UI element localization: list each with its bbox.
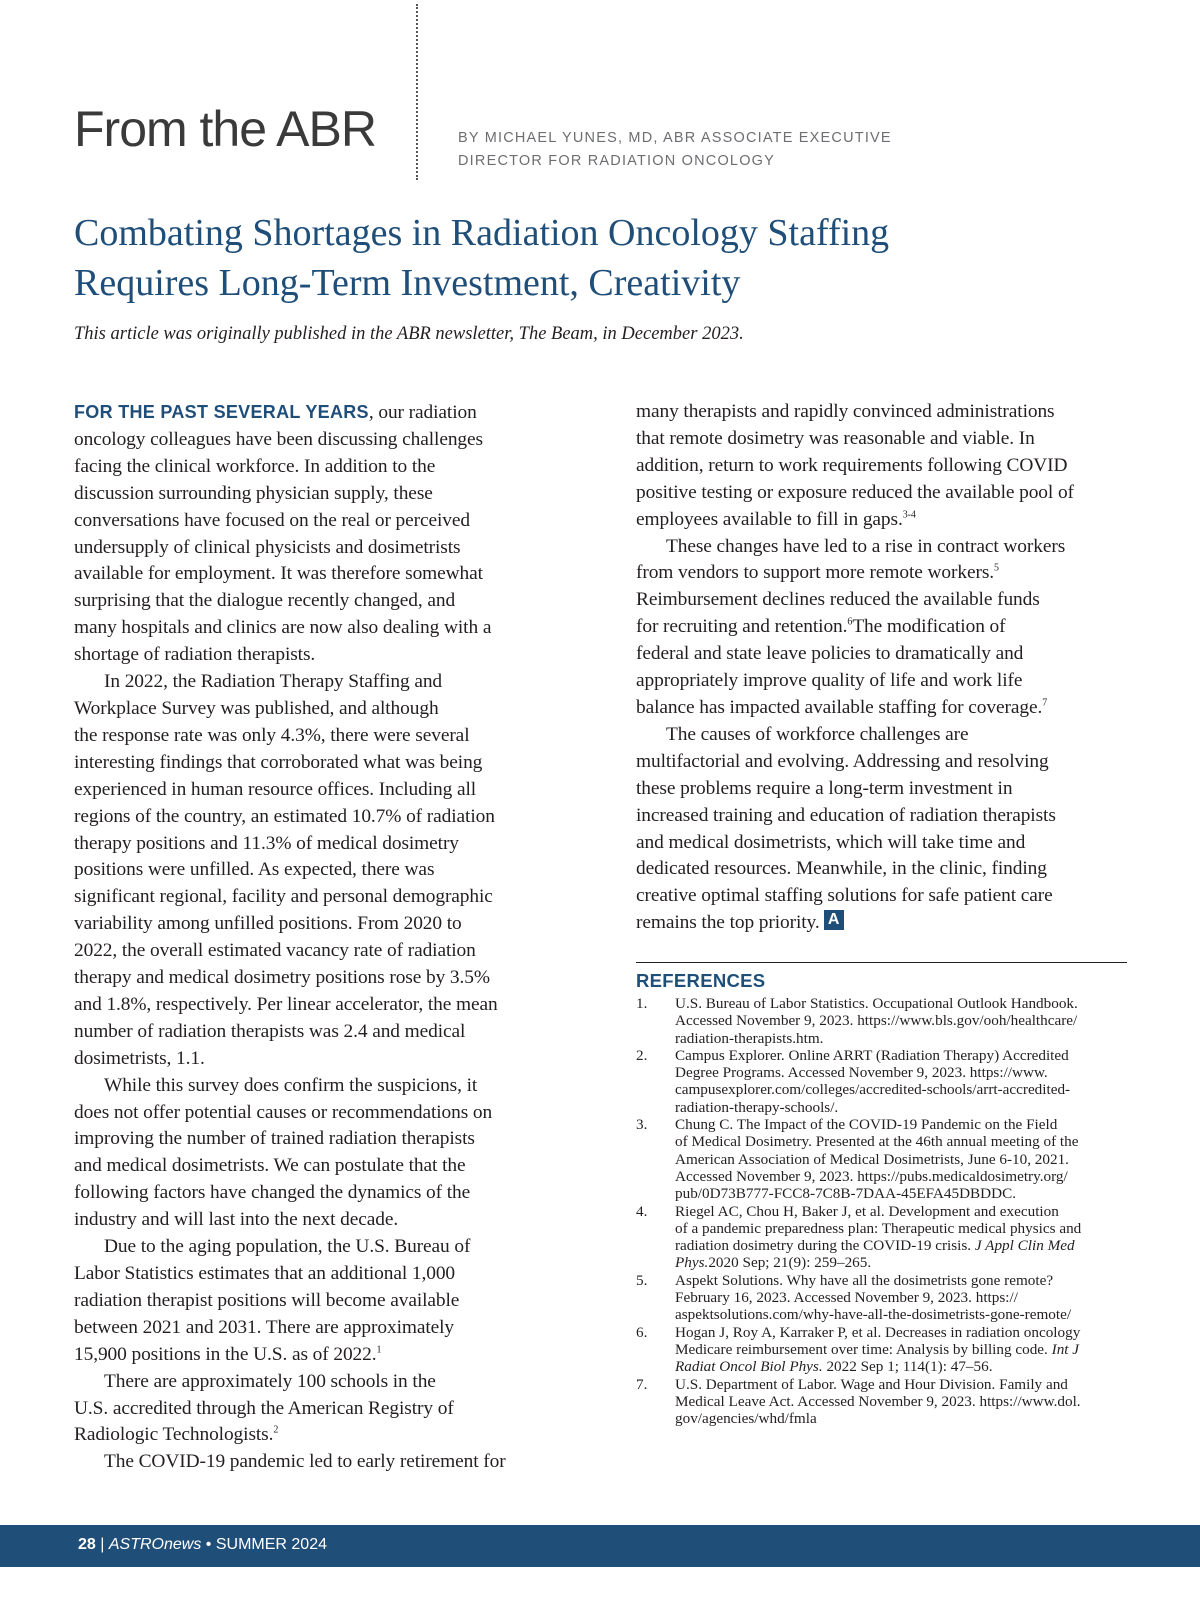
body-line: positions were unfilled. As expected, there was	[74, 859, 435, 881]
body-line: does not offer potential causes or recommendations on	[74, 1101, 493, 1123]
reference-number: 6.	[636, 1323, 648, 1341]
body-line: federal and state leave policies to dramatically and	[636, 643, 1024, 665]
body-line: variability among unfilled positions. From 2020 to	[74, 913, 462, 935]
body-line: increased training and education of radiation therapists	[636, 804, 1056, 826]
body-line: experienced in human resource offices. Including all	[74, 778, 477, 800]
body-line: In 2022, the Radiation Therapy Staffing and	[104, 671, 443, 693]
references-heading: REFERENCES	[636, 970, 766, 991]
page-number: 28	[78, 1536, 96, 1553]
references-rule	[636, 962, 1127, 963]
body-line: shortage of radiation therapists.	[74, 644, 316, 666]
body-line: 15,900 positions in the U.S. as of 2022.$^1$	[74, 1343, 382, 1365]
body-line: discussion surrounding physician supply, these	[74, 482, 433, 504]
body-line: and 1.8%, respectively. Per linear accelerator, the mean	[74, 993, 498, 1015]
lead-in: FOR THE PAST SEVERAL YEARS	[74, 402, 369, 422]
body-line: many therapists and rapidly convinced administrations	[636, 401, 1055, 422]
title-line: Requires Long-Term Investment, Creativity	[74, 262, 741, 304]
journal-name: J Appl Clin Med	[974, 1237, 1075, 1255]
body-line: FOR THE PAST SEVERAL YEARS, our radiation	[74, 402, 477, 423]
body-line: multifactorial and evolving. Addressing and resolving	[636, 750, 1049, 772]
body-line: undersupply of clinical physicists and dosimetrists	[74, 536, 461, 558]
body-line: oncology colleagues have been discussing challenges	[74, 428, 483, 450]
citation: 6	[847, 616, 853, 628]
reference-item: 4. Riegel AC, Chou H, Baker J, et al. Development and execution of a pandemic preparedness plan: Therapeutic medical physics and radiation dosimetry during the COVID-19 crisis. J Appl Clin Med Phys.2020 Sep; 21(9): 259–265.	[636, 1202, 1082, 1272]
reference-item: 6. Hogan J, Roy A, Karraker P, et al. Decreases in radiation oncology Medicare reimbursement over time: Analysis by billing code. Int J Radiat Oncol Biol Phys. 2022 Sep 1; 114(1): 47–56.	[636, 1323, 1081, 1376]
byline-line: DIRECTOR FOR RADIATION ONCOLOGY	[458, 153, 776, 169]
body-line: the response rate was only 4.3%, there were several	[74, 724, 470, 746]
references-list	[636, 995, 1132, 1427]
body-line: While this survey does confirm the suspicions, it	[104, 1074, 478, 1096]
body-line: employees available to fill in gaps.$^{3-4}$	[636, 508, 916, 530]
reference-number: 3.	[636, 1116, 648, 1134]
body-line: The COVID-19 pandemic led to early retirement for	[104, 1451, 506, 1473]
body-line: U.S. accredited through the American Registry of	[74, 1397, 454, 1419]
body-line: The causes of workforce challenges are	[666, 723, 969, 745]
article-title	[74, 208, 889, 308]
body-line: There are approximately 100 schools in the	[104, 1370, 436, 1392]
footer-text	[78, 1536, 327, 1554]
reference-item: 2. Campus Explorer. Online ARRT (Radiation Therapy) Accredited Degree Programs. Accessed November 9, 2023. https://www. campusexplorer.com/colleges/accredited-schools/arrt-accredited- radiation-therapy-schools/.	[636, 1046, 1071, 1116]
right-column	[636, 399, 1126, 937]
body-line: number of radiation therapists was 2.4 and medical	[74, 1020, 466, 1042]
citation: 5	[994, 562, 999, 574]
body-line: and medical dosimetrists. We can postulate that the	[74, 1155, 466, 1177]
issue-label: SUMMER 2024	[215, 1536, 327, 1553]
reference-number: 2.	[636, 1046, 648, 1064]
body-line: available for employment. It was therefore somewhat	[74, 563, 483, 585]
footer-separator: |	[100, 1536, 105, 1553]
dotted-divider	[416, 4, 418, 180]
footer-bullet: •	[205, 1536, 212, 1553]
body-line: 2022, the overall estimated vacancy rate of radiation	[74, 940, 476, 962]
body-line: and medical dosimetrists, which will take time and	[636, 831, 1026, 853]
reference-number: 1.	[636, 995, 648, 1012]
reference-number: 4.	[636, 1202, 648, 1220]
body-line: regions of the country, an estimated 10.7% of radiation	[74, 805, 495, 827]
body-line: Workplace Survey was published, and although	[74, 697, 439, 719]
reference-item: 1. U.S. Bureau of Labor Statistics. Occupational Outlook Handbook. Accessed November 9, 2023. https://www.bls.gov/ooh/healthcare/ radiation-therapists.htm.	[636, 995, 1078, 1047]
body-line: dosimetrists, 1.1.	[74, 1047, 205, 1069]
citation: 2	[273, 1424, 279, 1436]
body-line: many hospitals and clinics are now also dealing with a	[74, 617, 492, 639]
section-label: From the ABR	[74, 101, 376, 157]
body-line: addition, return to work requirements following COVID	[636, 454, 1068, 476]
citation: 7	[1042, 697, 1048, 709]
title-line: Combating Shortages in Radiation Oncology Staffing	[74, 212, 890, 254]
body-line: Reimbursement declines reduced the available funds	[636, 589, 1040, 611]
body-line: These changes have led to a rise in contract workers	[666, 535, 1066, 557]
reference-number: 7.	[636, 1375, 648, 1393]
left-column	[74, 399, 574, 1476]
body-line: improving the number of trained radiation therapists	[74, 1128, 475, 1150]
reference-number: 5.	[636, 1271, 648, 1289]
body-line: facing the clinical workforce. In addition to the	[74, 455, 436, 477]
body-line: interesting findings that corroborated what was being	[74, 751, 483, 773]
body-line: balance has impacted available staffing for coverage.$^7$	[636, 696, 1048, 718]
reference-item: 3. Chung C. The Impact of the COVID-19 Pandemic on the Field of Medical Dosimetry. Presented at the 46th annual meeting of the American Association of Medical Dosimetrists, June 6-10, 2021. Accessed November 9, 2023. https://pubs.medicaldosimetry.org/ pub/0D73B777-FCC8-7C8B-7DAA-45EFA45DBDDC.	[636, 1116, 1079, 1203]
article-subtitle: This article was originally published in the ABR newsletter, The Beam, in December 2023.	[74, 324, 744, 344]
citation: 1	[376, 1344, 382, 1356]
body-line: these problems require a long-term investment in	[636, 777, 1013, 799]
byline	[458, 127, 892, 173]
body-line: for recruiting and retention.$^6$The modification of	[636, 616, 1006, 638]
body-line: conversations have focused on the real or perceived	[74, 509, 471, 531]
body-line: following factors have changed the dynamics of the	[74, 1182, 471, 1204]
reference-item: 7. U.S. Department of Labor. Wage and Hour Division. Family and Medical Leave Act. Accessed November 9, 2023. https://www.dol. gov/agencies/whd/fmla	[636, 1375, 1081, 1428]
journal-name: Int J	[1051, 1340, 1080, 1358]
body-line: surprising that the dialogue recently changed, and	[74, 590, 456, 612]
reference-item: 5. Aspekt Solutions. Why have all the dosimetrists gone remote? February 16, 2023. Accessed November 9, 2023. https:// aspektsolutions.com/why-have-all-the-dosimetrists-gone-remote/	[636, 1271, 1072, 1324]
body-line: industry and will last into the next decade.	[74, 1209, 399, 1231]
body-line: remains the top priority.A	[636, 910, 1126, 937]
citation: 3-4	[902, 509, 916, 521]
body-line: therapy and medical dosimetry positions rose by 3.5%	[74, 967, 490, 989]
body-line: Due to the aging population, the U.S. Bureau of	[104, 1236, 471, 1258]
body-line: therapy positions and 11.3% of medical dosimetry	[74, 832, 459, 854]
body-line: appropriately improve quality of life and work life	[636, 670, 1023, 692]
body-line: from vendors to support more remote workers.$^5$	[636, 562, 999, 584]
body-line: radiation therapist positions will become available	[74, 1289, 460, 1311]
body-line: significant regional, facility and personal demographic	[74, 886, 493, 908]
body-line: Labor Statistics estimates that an additional 1,000	[74, 1263, 456, 1284]
body-line: Radiologic Technologists.$^2$	[74, 1424, 279, 1446]
publication-name: ASTROnews	[108, 1536, 202, 1553]
body-line: positive testing or exposure reduced the available pool of	[636, 481, 1074, 503]
astro-logo-icon	[824, 910, 844, 930]
footer-bar	[0, 1525, 1200, 1567]
body-line: that remote dosimetry was reasonable and viable. In	[636, 427, 1035, 449]
body-line: between 2021 and 2031. There are approximately	[74, 1316, 455, 1338]
byline-line: BY MICHAEL YUNES, MD, ABR ASSOCIATE EXECUTIVE	[458, 130, 892, 146]
body-line: dedicated resources. Meanwhile, in the clinic, finding	[636, 858, 1047, 880]
body-line: creative optimal staffing solutions for safe patient care	[636, 885, 1053, 907]
